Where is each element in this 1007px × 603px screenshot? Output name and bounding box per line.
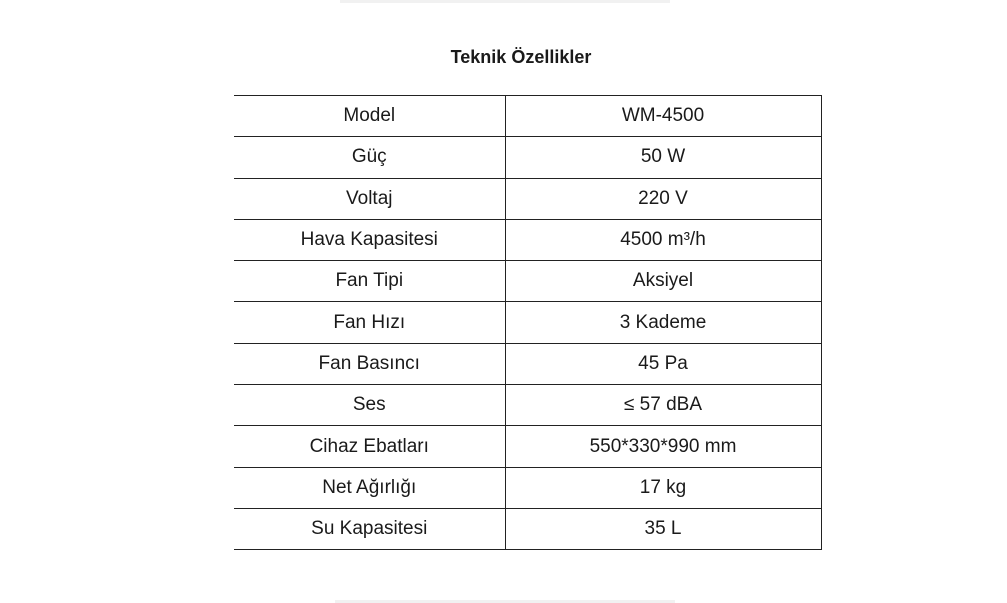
table-row	[234, 137, 821, 178]
page-title: Teknik Özellikler	[450, 47, 592, 67]
table-row	[234, 385, 821, 426]
table-row	[234, 343, 821, 384]
spec-value: 50 W	[505, 137, 821, 178]
table-row	[234, 219, 821, 260]
spec-value: 220 V	[505, 178, 821, 219]
spec-value: WM-4500	[505, 96, 821, 137]
spec-label: Güç	[234, 137, 505, 178]
spec-label: Su Kapasitesi	[234, 508, 505, 549]
spec-value: ≤ 57 dBA	[505, 385, 821, 426]
spec-value: Aksiyel	[505, 261, 821, 302]
spec-value: 4500 m³/h	[505, 219, 821, 260]
table-row	[234, 302, 821, 343]
specifications-table	[234, 95, 822, 550]
spec-value: 35 L	[505, 508, 821, 549]
spec-label: Net Ağırlığı	[234, 467, 505, 508]
spec-value: 550*330*990 mm	[505, 426, 821, 467]
table-row	[234, 426, 821, 467]
table-row	[234, 261, 821, 302]
spec-label: Hava Kapasitesi	[234, 219, 505, 260]
table-row	[234, 508, 821, 549]
table-row	[234, 96, 821, 137]
table-row	[234, 467, 821, 508]
table-row	[234, 178, 821, 219]
spec-label: Fan Tipi	[234, 261, 505, 302]
spec-label: Fan Hızı	[234, 302, 505, 343]
spec-label: Model	[234, 96, 505, 137]
spec-label: Fan Basıncı	[234, 343, 505, 384]
spec-value: 45 Pa	[505, 343, 821, 384]
top-divider	[340, 0, 670, 3]
spec-value: 17 kg	[505, 467, 821, 508]
spec-label: Ses	[234, 385, 505, 426]
spec-label: Voltaj	[234, 178, 505, 219]
spec-value: 3 Kademe	[505, 302, 821, 343]
spec-label: Cihaz Ebatları	[234, 426, 505, 467]
